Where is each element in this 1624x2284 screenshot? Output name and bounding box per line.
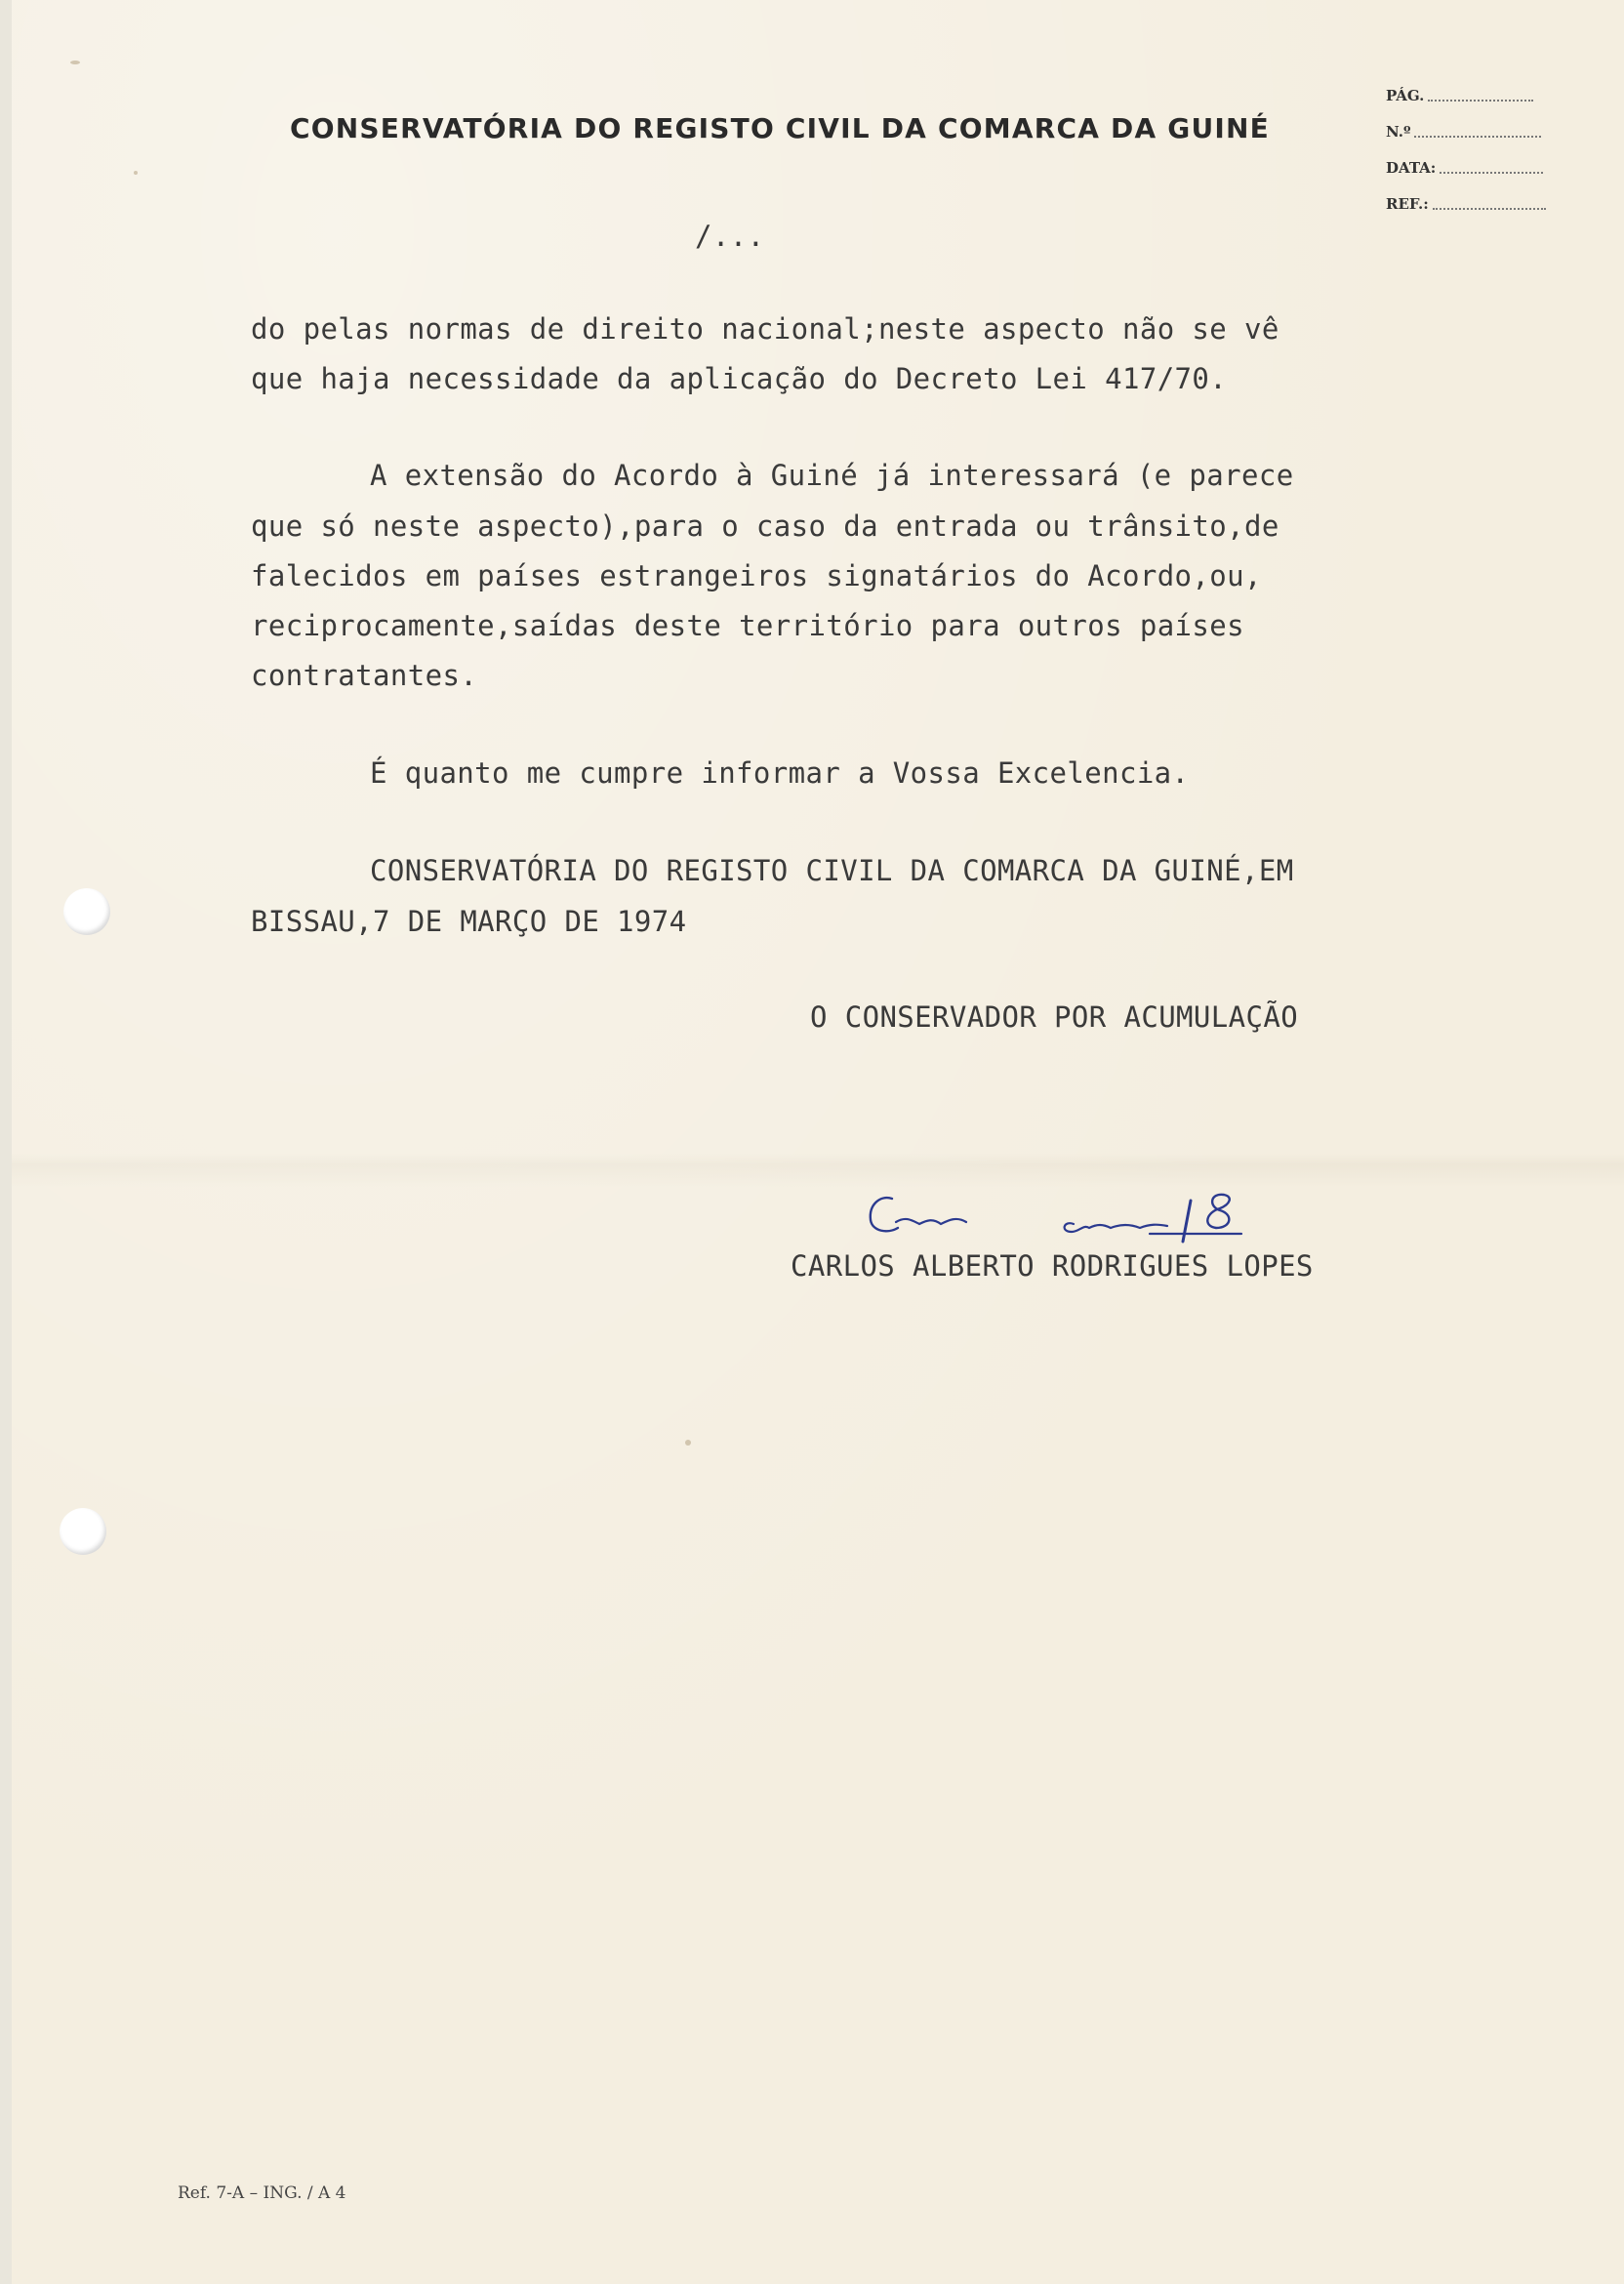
ref-row-number [1386, 104, 1546, 141]
paper-speck [134, 171, 138, 175]
paper-speck [685, 1440, 691, 1446]
paragraph-1-line: que haja necessidade da aplicação do Decreto Lei 417/70. [251, 362, 1228, 395]
place-date-block [251, 854, 1294, 987]
paragraph-2-line: que só neste aspecto),para o caso da entrada ou trânsito,de [251, 510, 1279, 543]
paragraph-1 [251, 312, 1279, 445]
paragraph-3: É quanto me cumpre informar a Vossa Excelencia. [370, 756, 1190, 790]
form-reference: Ref. 7-A – ING. / A 4 [178, 2183, 346, 2203]
handwritten-signature [851, 1181, 1339, 1259]
punch-hole [60, 1508, 106, 1555]
paragraph-2-line: A extensão do Acordo à Guiné já interessará (e parece [370, 459, 1294, 492]
ref-row-date [1386, 141, 1546, 177]
place-date-line: BISSAU,7 DE MARÇO DE 1974 [251, 905, 687, 938]
letterhead-title: CONSERVATÓRIA DO REGISTO CIVIL DA COMARCA DA GUINÉ [290, 112, 1270, 144]
reference-box [1386, 68, 1546, 213]
ref-fill-line [1433, 207, 1546, 210]
page-fill-line [1428, 99, 1533, 102]
paragraph-1-line: do pelas normas de direito nacional;neste aspecto não se vê [251, 312, 1279, 346]
document-page [12, 0, 1624, 2284]
paragraph-2-line: contratantes. [251, 659, 478, 692]
date-fill-line [1440, 171, 1543, 174]
page-label: PÁG. [1386, 87, 1425, 104]
punch-hole [63, 888, 110, 935]
number-fill-line [1414, 135, 1541, 138]
number-label: N.º [1386, 123, 1411, 141]
paragraph-2 [251, 459, 1294, 692]
signatory-name: CARLOS ALBERTO RODRIGUES LOPES [791, 1249, 1314, 1283]
ref-row-ref [1386, 177, 1546, 213]
ref-label: REF.: [1386, 195, 1429, 213]
paragraph-2-line: reciprocamente,saídas deste território para outros países [251, 609, 1244, 642]
date-label: DATA: [1386, 159, 1437, 177]
continuation-mark: /... [695, 220, 765, 253]
paper-speck [70, 61, 80, 64]
place-date-line: CONSERVATÓRIA DO REGISTO CIVIL DA COMARCA DA GUINÉ,EM [370, 854, 1294, 887]
paragraph-2-line: falecidos em países estrangeiros signatários do Acordo,ou, [251, 559, 1262, 592]
signatory-role: O CONSERVADOR POR ACUMULAÇÃO [810, 1000, 1299, 1034]
ref-row-page [1386, 68, 1546, 104]
